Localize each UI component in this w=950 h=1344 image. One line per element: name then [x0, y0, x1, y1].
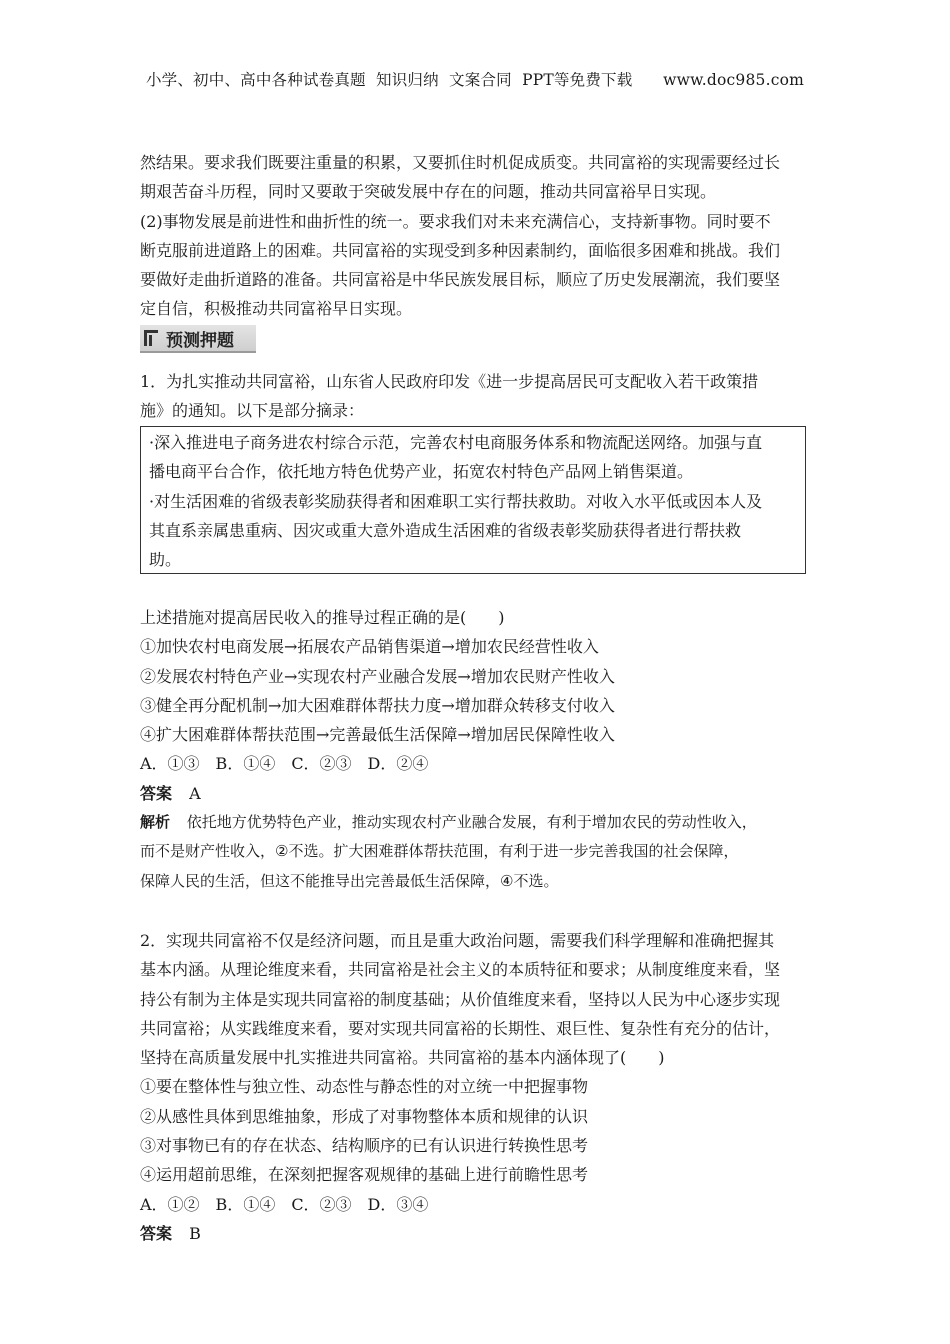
excerpt-line: ·对生活困难的省级表彰奖励获得者和困难职工实行帮扶救助。对收入水平低或因本人及: [149, 491, 763, 511]
intro-line: 定自信，积极推动共同富裕早日实现。: [140, 299, 413, 319]
option-item: ①要在整体性与独立性、动态性与静态性的对立统一中把握事物: [140, 1077, 589, 1097]
analysis-row: [140, 808, 820, 837]
section-icon: [144, 330, 158, 346]
question-1-body: [140, 603, 820, 896]
intro-line: 期艰苦奋斗历程，同时又要敢于突破发展中存在的问题，推动共同富裕早日实现。: [140, 182, 717, 202]
question-stem-line: 基本内涵。从理论维度来看，共同富裕是社会主义的本质特征和要求；从制度维度来看，坚: [140, 960, 781, 980]
option-item: ③对事物已有的存在状态、结构顺序的已有认识进行转换性思考: [140, 1136, 589, 1156]
question-stem-line: 2．实现共同富裕不仅是经济问题，而且是重大政治问题，需要我们科学理解和准确把握其: [140, 931, 775, 950]
question-stem-line: 1．为扎实推动共同富裕，山东省人民政府印发《进一步提高居民可支配收入若干政策措: [140, 372, 759, 391]
excerpt-line: 其直系亲属患重病、因灾或重大意外造成生活困难的省级表彰奖励获得者进行帮扶救: [149, 520, 742, 540]
excerpt-line: 助。: [149, 550, 182, 570]
excerpt-line: 播电商平台合作，依托地方特色优势产业，拓宽农村特色产品网上销售渠道。: [149, 462, 694, 482]
analysis-text: 依托地方优势特色产业，推动实现农村产业融合发展，有利于增加农民的劳动性收入，: [186, 813, 757, 832]
answer-label: 答案: [140, 783, 173, 803]
answer-value: B: [189, 1223, 201, 1243]
option-item: ④扩大困难群体帮扶范围→完善最低生活保障→增加居民保障性收入: [140, 725, 615, 745]
question-stem-line: 共同富裕；从实践维度来看，要对实现共同富裕的长期性、艰巨性、复杂性有充分的估计，: [140, 1018, 781, 1038]
analysis-line: 而不是财产性收入，②不选。扩大困难群体帮扶范围，有利于进一步完善我国的社会保障，: [140, 842, 739, 861]
question-stem-line: 施》的通知。以下是部分摘录：: [140, 401, 365, 421]
excerpt-line: ·深入推进电子商务进农村综合示范，完善农村电商服务体系和物流配送网络。加强与直: [149, 433, 763, 452]
question-prompt: 上述措施对提高居民收入的推导过程正确的是( ): [140, 608, 505, 627]
intro-line: 然结果。要求我们既要注重量的积累，又要抓住时机促成质变。共同富裕的实现需要经过长: [140, 153, 781, 172]
intro-line: 要做好走曲折道路的准备。共同富裕是中华民族发展目标，顺应了历史发展潮流，我们要坚: [140, 270, 781, 290]
answer-value: A: [189, 783, 201, 803]
option-item: ③健全再分配机制→加大困难群体帮扶力度→增加群众转移支付收入: [140, 695, 615, 715]
section-title-bar: [140, 325, 256, 353]
excerpt-box: [140, 426, 806, 574]
intro-line: (2)事物发展是前进性和曲折性的统一。要求我们对未来充满信心，支持新事物。同时要不: [140, 211, 771, 231]
question-2: [140, 926, 820, 1248]
question-stem-line: 坚持在高质量发展中扎实推进共同富裕。共同富裕的基本内涵体现了( ): [140, 1048, 665, 1068]
option-item: ②从感性具体到思维抽象，形成了对事物整体本质和规律的认识: [140, 1106, 589, 1126]
question-1-stem: [140, 367, 820, 426]
analysis-line: 保障人民的生活，但这不能推导出完善最低生活保障，④不选。: [140, 871, 559, 890]
option-item: ①加快农村电商发展→拓展农产品销售渠道→增加农民经营性收入: [140, 637, 599, 657]
answer-row: [140, 779, 820, 808]
answer-choices: A．①③ B．①④ C．②③ D．②④: [140, 754, 429, 774]
intro-line: 断克服前进道路上的困难。共同富裕的实现受到多种因素制约，面临很多困难和挑战。我们: [140, 240, 781, 260]
page-header: 小学、初中、高中各种试卷真题 知识归纳 文案合同 PPT等免费下载 www.doc985.com: [145, 71, 805, 89]
question-stem-line: 持公有制为主体是实现共同富裕的制度基础；从价值维度来看，坚持以人民为中心逐步实现: [140, 989, 781, 1009]
analysis-label: 解析: [140, 813, 171, 832]
answer-label: 答案: [140, 1223, 173, 1243]
option-item: ④运用超前思维，在深刻把握客观规律的基础上进行前瞻性思考: [140, 1165, 589, 1185]
intro-text: [140, 148, 820, 324]
section-title: 预测押题: [166, 330, 234, 351]
option-item: ②发展农村特色产业→实现农村产业融合发展→增加农民财产性收入: [140, 666, 615, 686]
answer-choices: A．①② B．①④ C．②③ D．③④: [140, 1194, 429, 1214]
answer-row: [140, 1219, 820, 1248]
